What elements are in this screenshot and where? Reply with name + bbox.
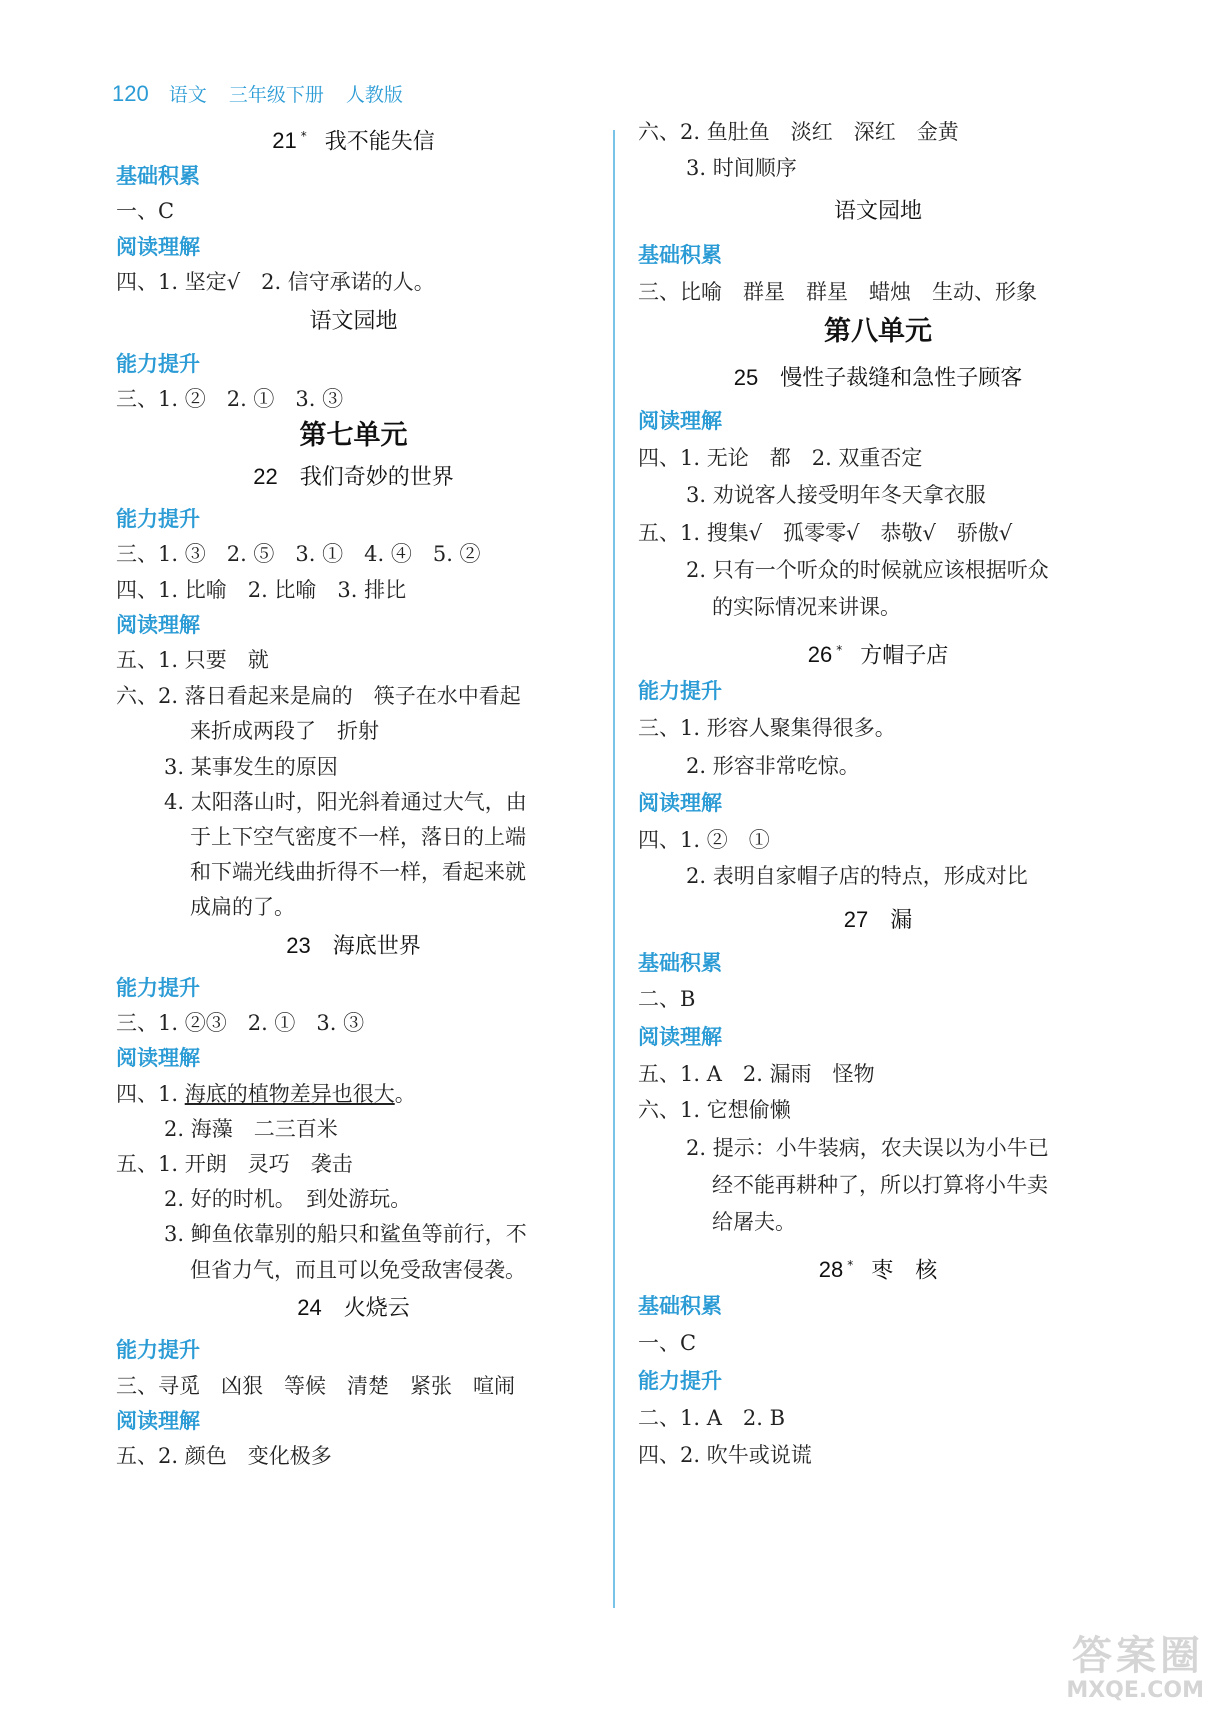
answer-line: 三、寻觅 凶狠 等候 清楚 紧张 喧闹 — [116, 1374, 515, 1398]
section-heading: 阅读理解 — [638, 409, 722, 433]
garden-title: 语文园地 — [309, 309, 398, 334]
section-heading: 阅读理解 — [638, 1025, 722, 1049]
answer-line: 六、1. 它想偷懒 — [638, 1098, 791, 1122]
answer-line: 的实际情况来讲课。 — [712, 595, 901, 619]
header-edition: 人教版 — [345, 84, 403, 106]
lesson-22-title: 22 我们奇妙的世界 — [253, 464, 454, 490]
section-heading: 阅读理解 — [116, 1409, 200, 1433]
unit-7-title: 第七单元 — [299, 420, 408, 451]
lesson-28-title: 28 * 枣 核 — [818, 1257, 938, 1284]
section-heading: 能力提升 — [638, 679, 722, 703]
answer-line: 2. 好的时机。 到处游玩。 — [164, 1187, 412, 1211]
answer-line: 四、1. 坚定√ 2. 信守承诺的人。 — [116, 270, 435, 294]
answer-line: 六、2. 鱼肚鱼 淡红 深红 金黄 — [638, 120, 959, 144]
lesson-24-title: 24 火烧云 — [297, 1295, 410, 1321]
answer-line: 五、2. 颜色 变化极多 — [116, 1444, 332, 1468]
page-header — [112, 80, 419, 107]
section-heading: 阅读理解 — [638, 791, 722, 815]
section-heading: 能力提升 — [116, 976, 200, 1000]
answer-line: 2. 提示：小牛装病，农夫误以为小牛已 — [686, 1136, 1049, 1160]
answer-line: 2. 只有一个听众的时候就应该根据听众 — [686, 558, 1049, 582]
lesson-25-title: 25 慢性子裁缝和急性子顾客 — [733, 365, 1023, 391]
section-heading: 基础积累 — [638, 243, 722, 267]
section-heading: 阅读理解 — [116, 235, 200, 259]
answer-line: 四、1. 海底的植物差异也很大。 — [116, 1082, 416, 1106]
column-divider — [613, 130, 615, 1608]
answer-line: 3. 某事发生的原因 — [164, 755, 338, 779]
section-heading: 能力提升 — [638, 1369, 722, 1393]
answer-line: 三、比喻 群星 群星 蜡烛 生动、形象 — [638, 280, 1037, 304]
answer-line: 3. 劝说客人接受明年冬天拿衣服 — [686, 483, 986, 507]
answer-line: 3. 䲟鱼依靠别的船只和鲨鱼等前行，不 — [164, 1222, 527, 1246]
lesson-21-title: 21 * 我不能失信 — [272, 128, 435, 155]
answer-line: 四、1. ② ① — [638, 828, 770, 852]
answer-line: 经不能再耕种了，所以打算将小牛卖 — [712, 1173, 1048, 1197]
answer-line: 一、C — [116, 199, 175, 223]
answer-line: 四、1. 比喻 2. 比喻 3. 排比 — [116, 578, 407, 602]
section-heading: 基础积累 — [638, 1294, 722, 1318]
answer-line: 来折成两段了 折射 — [190, 719, 379, 743]
answer-line: 3. 时间顺序 — [686, 156, 797, 180]
answer-line: 2. 海藻 二三百米 — [164, 1117, 338, 1141]
page-number: 120 — [112, 81, 149, 106]
answer-line: 三、1. ②③ 2. ① 3. ③ — [116, 1011, 365, 1035]
lesson-26-title: 26 * 方帽子店 — [807, 642, 949, 669]
section-heading: 阅读理解 — [116, 613, 200, 637]
answer-line: 成扁的了。 — [190, 895, 295, 919]
section-heading: 基础积累 — [116, 164, 200, 188]
garden-title: 语文园地 — [833, 199, 922, 224]
answer-line: 四、2. 吹牛或说谎 — [638, 1443, 812, 1467]
unit-8-title: 第八单元 — [824, 316, 932, 347]
answer-line: 三、1. ③ 2. ⑤ 3. ① 4. ④ 5. ② — [116, 542, 481, 566]
section-heading: 基础积累 — [638, 951, 722, 975]
answer-line: 六、2. 落日看起来是扁的 筷子在水中看起 — [116, 684, 521, 708]
answer-line: 五、1. 只要 就 — [116, 648, 269, 672]
header-subject: 语文 — [168, 84, 207, 106]
answer-line: 二、1. A 2. B — [638, 1406, 786, 1430]
answer-line: 三、1. ② 2. ① 3. ③ — [116, 387, 344, 411]
watermark: 答案圈 MXQE.COM — [1066, 1633, 1204, 1703]
answer-line: 2. 形容非常吃惊。 — [686, 754, 860, 778]
section-heading: 能力提升 — [116, 507, 200, 531]
answer-line: 五、1. 开朗 灵巧 袭击 — [116, 1152, 353, 1176]
section-heading: 阅读理解 — [116, 1046, 200, 1070]
answer-line: 4. 太阳落山时，阳光斜着通过大气，由 — [164, 790, 527, 814]
answer-line: 但省力气，而且可以免受敌害侵袭。 — [190, 1258, 526, 1282]
section-heading: 能力提升 — [116, 352, 200, 376]
answer-line: 五、1. A 2. 漏雨 怪物 — [638, 1062, 875, 1086]
answer-line: 和下端光线曲折得不一样，看起来就 — [190, 860, 526, 884]
answer-line: 于上下空气密度不一样，落日的上端 — [190, 825, 526, 849]
answer-line: 一、C — [638, 1331, 697, 1355]
lesson-23-title: 23 海底世界 — [286, 933, 421, 959]
header-grade: 三年级下册 — [228, 84, 324, 106]
answer-line: 二、B — [638, 987, 696, 1011]
answer-line: 2. 表明自家帽子店的特点，形成对比 — [686, 864, 1028, 888]
answer-line: 给屠夫。 — [712, 1210, 796, 1234]
answer-line: 三、1. 形容人聚集得很多。 — [638, 716, 896, 740]
answer-line: 五、1. 搜集√ 孤零零√ 恭敬√ 骄傲√ — [638, 521, 1013, 545]
section-heading: 能力提升 — [116, 1338, 200, 1362]
answer-line: 四、1. 无论 都 2. 双重否定 — [638, 446, 923, 470]
lesson-27-title: 27 漏 — [843, 907, 913, 933]
